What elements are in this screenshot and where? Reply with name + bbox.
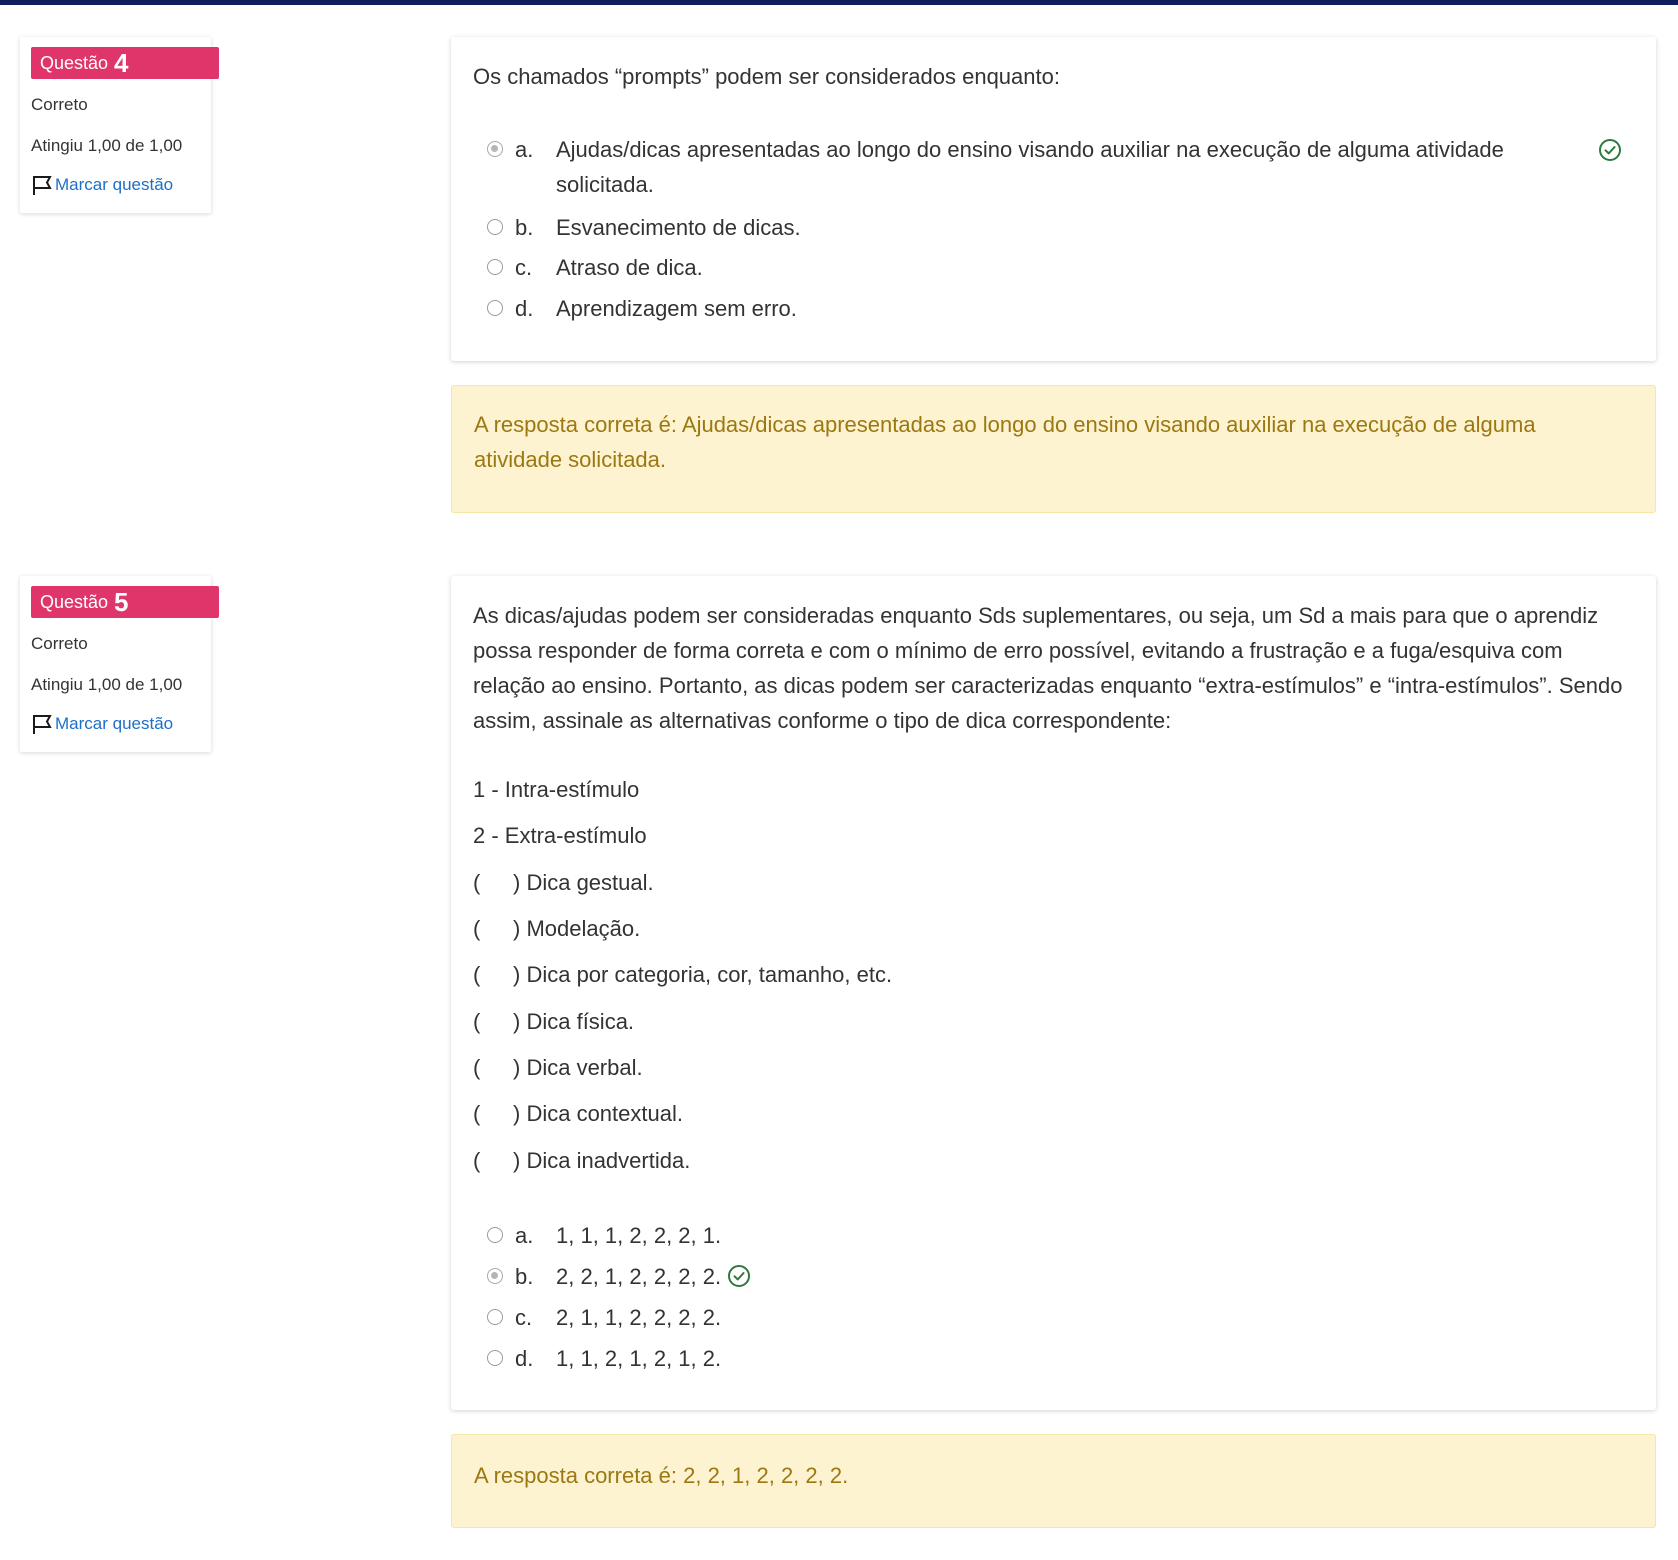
feedback-text: A resposta correta é: Ajudas/dicas apresentadas ao longo do ensino visando auxiliar na execução de alguma atividade solicitada. xyxy=(474,412,1536,472)
option-text: 2, 2, 1, 2, 2, 2, 2. xyxy=(556,1264,722,1289)
question-content-card xyxy=(451,576,1656,1410)
match-item-text: Dica verbal. xyxy=(526,1055,643,1080)
flag-icon xyxy=(31,174,53,196)
question-content-card xyxy=(451,37,1656,361)
option-letter: a. xyxy=(515,137,534,162)
option-text: 1, 1, 1, 2, 2, 2, 1. xyxy=(556,1223,722,1248)
blank-close: ) xyxy=(513,1055,521,1080)
match-item-text: Modelação. xyxy=(526,916,641,941)
question-grade: Atingiu 1,00 de 1,00 xyxy=(31,675,183,694)
option-letter: d. xyxy=(515,1346,534,1371)
question-info-panel xyxy=(20,37,211,213)
option-text: 2, 1, 1, 2, 2, 2, 2. xyxy=(556,1305,722,1330)
blank-open: ( xyxy=(473,962,481,987)
blank-close: ) xyxy=(513,1148,521,1173)
answer-option-d[interactable] xyxy=(487,1341,1630,1376)
blank-open: ( xyxy=(473,1101,481,1126)
check-circle-icon xyxy=(1598,138,1622,162)
check-circle-icon xyxy=(727,1264,751,1288)
feedback-text: A resposta correta é: 2, 2, 1, 2, 2, 2, 2. xyxy=(474,1463,849,1488)
answer-option-c[interactable] xyxy=(487,1300,1630,1335)
option-text: Ajudas/dicas apresentadas ao longo do ensino visando auxiliar na execução de alguma atividade solicitada. xyxy=(556,137,1504,197)
question-number-badge xyxy=(31,47,219,79)
match-item-text: Dica por categoria, cor, tamanho, etc. xyxy=(526,962,893,987)
question-text: Os chamados “prompts” podem ser considerados enquanto: xyxy=(473,64,1060,89)
answer-option-d[interactable] xyxy=(487,291,1630,326)
match-item-text: Dica gestual. xyxy=(526,870,654,895)
question-label: Questão xyxy=(40,591,109,612)
match-item-text: Dica física. xyxy=(526,1009,635,1034)
top-navbar-strip xyxy=(0,0,1678,5)
match-item xyxy=(473,1101,683,1127)
blank-open: ( xyxy=(473,1148,481,1173)
question-number-badge xyxy=(31,586,219,618)
blank-close: ) xyxy=(513,1101,521,1126)
blank-open: ( xyxy=(473,1055,481,1080)
match-item-text: Dica contextual. xyxy=(526,1101,683,1126)
question-label: Questão xyxy=(40,52,109,73)
blank-open: ( xyxy=(473,1009,481,1034)
option-text: Esvanecimento de dicas. xyxy=(556,215,801,240)
option-text: Aprendizagem sem erro. xyxy=(556,296,797,321)
flag-question-label: Marcar questão xyxy=(55,175,174,194)
legend-item: 1 - Intra-estímulo xyxy=(473,777,640,802)
radio-button[interactable] xyxy=(487,141,503,157)
radio-button[interactable] xyxy=(487,1227,503,1243)
option-letter: c. xyxy=(515,1305,533,1330)
question-text: As dicas/ajudas podem ser consideradas enquanto Sds suplementares, ou seja, um Sd a mais para que o aprendiz possa responder de forma correta e com o mínimo de erro possível, evitando a frustração e a fuga/esquiva com relação ao ensino. Portanto, as dicas podem ser caracterizadas enquanto “extra-estímulos” e “intra-estímulos”. Sendo assim, assinale as alternativas conforme o tipo de dica correspondente: xyxy=(473,603,1623,733)
radio-button[interactable] xyxy=(487,300,503,316)
flag-question-link[interactable] xyxy=(31,713,173,735)
answer-option-a[interactable] xyxy=(487,1218,1630,1253)
question-grade: Atingiu 1,00 de 1,00 xyxy=(31,136,183,155)
blank-open: ( xyxy=(473,916,481,941)
option-letter: b. xyxy=(515,1264,534,1289)
flag-question-link[interactable] xyxy=(31,174,173,196)
blank-close: ) xyxy=(513,916,521,941)
radio-button[interactable] xyxy=(487,1309,503,1325)
option-letter: b. xyxy=(515,215,534,240)
option-letter: c. xyxy=(515,255,533,280)
blank-close: ) xyxy=(513,870,521,895)
answer-option-a[interactable] xyxy=(487,132,1630,202)
question-state: Correto xyxy=(31,95,88,114)
match-item xyxy=(473,1009,634,1035)
match-item-text: Dica inadvertida. xyxy=(526,1148,691,1173)
flag-icon xyxy=(31,713,53,735)
correct-answer-feedback xyxy=(451,1434,1656,1528)
flag-question-label: Marcar questão xyxy=(55,714,174,733)
answer-option-b[interactable] xyxy=(487,210,1630,245)
option-text: 1, 1, 2, 1, 2, 1, 2. xyxy=(556,1346,722,1371)
answer-option-c[interactable] xyxy=(487,250,1630,285)
question-number: 4 xyxy=(114,47,129,78)
blank-close: ) xyxy=(513,1009,521,1034)
answer-option-b[interactable] xyxy=(487,1259,1630,1294)
option-letter: a. xyxy=(515,1223,534,1248)
blank-close: ) xyxy=(513,962,521,987)
question-info-panel xyxy=(20,576,211,752)
match-item xyxy=(473,870,654,896)
radio-button[interactable] xyxy=(487,259,503,275)
radio-button[interactable] xyxy=(487,1350,503,1366)
option-text: Atraso de dica. xyxy=(556,255,703,280)
match-item xyxy=(473,962,892,988)
match-item xyxy=(473,1055,643,1081)
match-item xyxy=(473,1148,690,1174)
blank-open: ( xyxy=(473,870,481,895)
radio-button[interactable] xyxy=(487,1268,503,1284)
option-letter: d. xyxy=(515,296,534,321)
radio-button[interactable] xyxy=(487,219,503,235)
correct-answer-feedback xyxy=(451,385,1656,513)
question-number: 5 xyxy=(114,586,129,617)
match-item xyxy=(473,916,640,942)
legend-item: 2 - Extra-estímulo xyxy=(473,823,647,848)
question-state: Correto xyxy=(31,634,88,653)
